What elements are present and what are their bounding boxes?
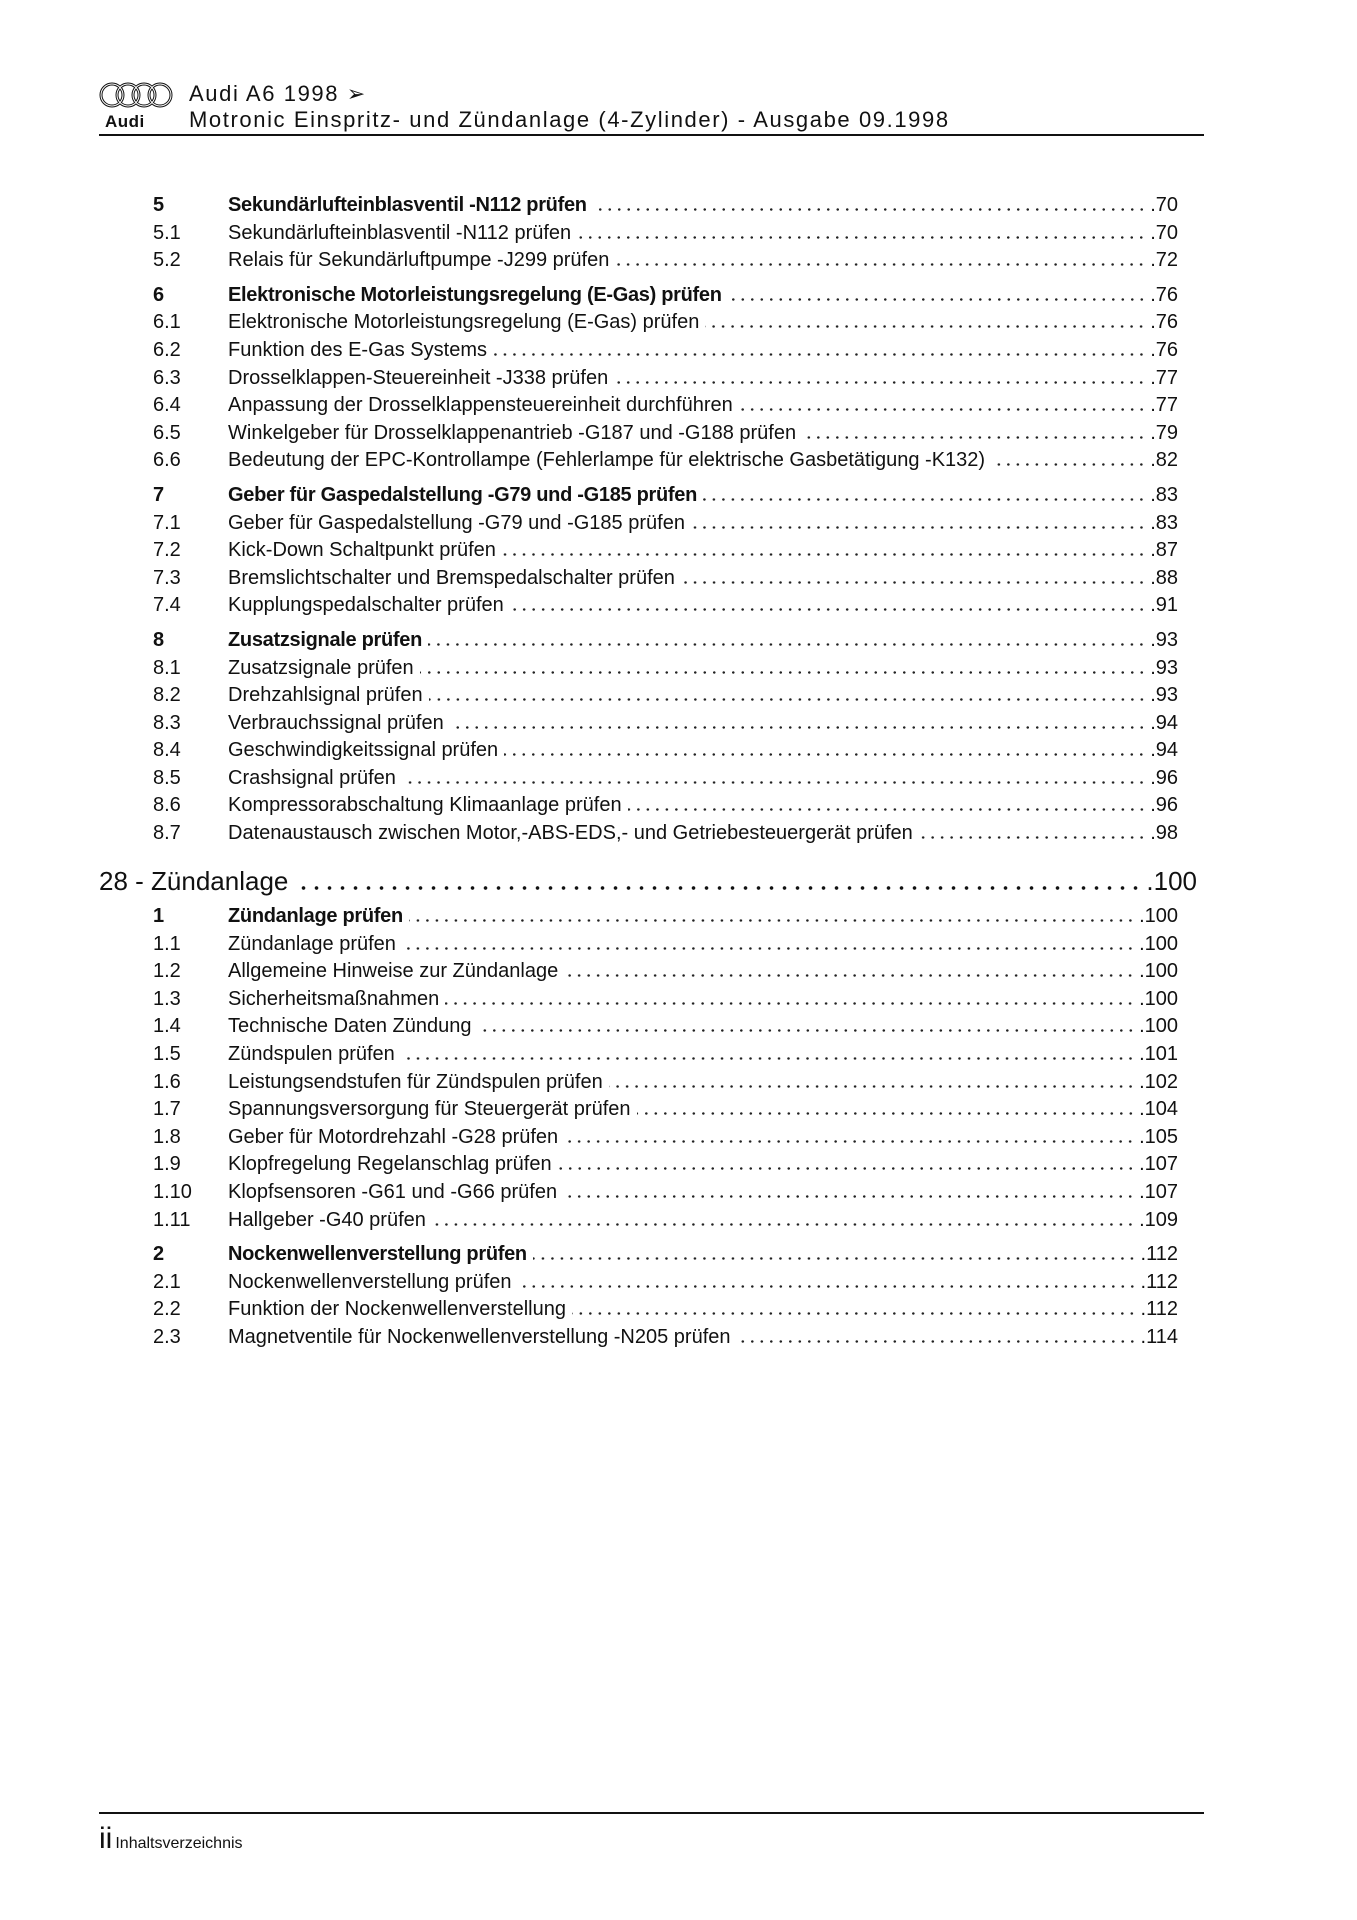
- entry-number: 7: [153, 483, 164, 506]
- entry-page: .76: [1150, 283, 1178, 306]
- dot-leader: [681, 581, 1146, 584]
- entry-title: Zündanlage prüfen: [228, 905, 403, 927]
- dot-leader: [802, 436, 1146, 439]
- entry-title: Sicherheitsmaßnahmen: [228, 987, 440, 1010]
- entry-page: .88: [1150, 566, 1178, 589]
- audi-rings-logo: [99, 80, 173, 110]
- entry-title: Geschwindigkeitssignal prüfen: [228, 739, 499, 762]
- toc-entry[interactable]: [153, 1209, 1178, 1237]
- entry-number: 8: [153, 628, 164, 651]
- entry-number: 1.5: [153, 1042, 181, 1065]
- dot-leader: [445, 1002, 1135, 1005]
- toc-entry[interactable]: [153, 712, 1178, 740]
- dot-leader: [919, 836, 1146, 839]
- entry-page: .102: [1139, 1070, 1178, 1093]
- entry-title: Datenaustausch zwischen Motor,-ABS-EDS,- und Getriebesteuergerät prüfen: [228, 822, 913, 845]
- entry-number: 8.7: [153, 822, 181, 845]
- dot-leader: [402, 781, 1146, 784]
- toc-entry[interactable]: [153, 539, 1178, 567]
- entry-number: 7.2: [153, 539, 181, 562]
- toc-section-heading[interactable]: [153, 484, 1178, 512]
- entry-number: 7.3: [153, 566, 181, 589]
- entry-page: .107: [1139, 1153, 1178, 1176]
- toc-entry[interactable]: [153, 822, 1178, 850]
- entry-number: 6: [153, 283, 164, 306]
- entry-title: Kupplungspedalschalter prüfen: [228, 594, 504, 617]
- entry-title: Zusatzsignale prüfen: [228, 628, 423, 651]
- toc-section: [153, 194, 1178, 277]
- entry-number: 8.5: [153, 766, 181, 789]
- dot-leader: [510, 608, 1146, 611]
- entry-number: 8.4: [153, 739, 181, 762]
- page-number: ii: [99, 1822, 113, 1855]
- dot-leader: [432, 1223, 1135, 1226]
- entry-title: Zündspulen prüfen: [228, 1042, 395, 1065]
- toc-entry[interactable]: [153, 684, 1178, 712]
- entry-title: Sekundärlufteinblasventil -N112 prüfen: [228, 194, 587, 216]
- toc-entry[interactable]: [153, 311, 1178, 339]
- entry-title: Spannungsversorgung für Steuergerät prüfen: [228, 1098, 631, 1121]
- dot-leader: [428, 643, 1146, 646]
- table-of-contents: [153, 194, 1178, 850]
- entry-title: Drehzahlsignal prüfen: [228, 684, 423, 707]
- entry-title: Geber für Gaspedalstellung -G79 und -G185 prüfen: [228, 511, 685, 534]
- entry-page: .114: [1140, 1325, 1178, 1348]
- entry-page: .112: [1140, 1243, 1178, 1266]
- toc-entry[interactable]: [153, 1326, 1178, 1354]
- dot-leader: [703, 498, 1146, 501]
- dot-leader: [478, 1029, 1136, 1032]
- entry-number: 1.1: [153, 932, 181, 955]
- entry-title: Technische Daten Zündung: [228, 1015, 472, 1038]
- entry-title: Elektronische Motorleistungsregelung (E-Gas) prüfen: [228, 311, 700, 334]
- entry-title: Anpassung der Drosselklappensteuereinheit durchführen: [228, 394, 733, 417]
- dot-leader: [572, 1312, 1137, 1315]
- entry-page: .100: [1139, 932, 1178, 955]
- entry-title: Leistungsendstufen für Zündspulen prüfen: [228, 1070, 603, 1093]
- entry-number: 7.1: [153, 511, 181, 534]
- dot-leader: [518, 1285, 1137, 1288]
- entry-number: 2.3: [153, 1325, 181, 1348]
- dot-leader: [564, 974, 1135, 977]
- entry-number: 1.3: [153, 987, 181, 1010]
- entry-page: .94: [1150, 711, 1178, 734]
- toc-entry[interactable]: [153, 249, 1178, 277]
- toc-part-1: [153, 194, 1178, 850]
- entry-page: .72: [1150, 249, 1178, 272]
- entry-title: Elektronische Motorleistungsregelung (E-Gas) prüfen: [228, 283, 722, 306]
- footer-label: Inhaltsverzeichnis: [115, 1835, 243, 1852]
- entry-title: Geber für Gaspedalstellung -G79 und -G185 prüfen: [228, 483, 698, 506]
- audi-wordmark: Audi: [105, 112, 145, 131]
- entry-page: .83: [1150, 511, 1178, 534]
- dot-leader: [991, 463, 1146, 466]
- dot-leader: [420, 671, 1147, 674]
- entry-page: .76: [1150, 338, 1178, 361]
- entry-page: .98: [1150, 822, 1178, 845]
- entry-page: .112: [1140, 1298, 1178, 1321]
- toc-section: [153, 1243, 1178, 1353]
- entry-title: Verbrauchssignal prüfen: [228, 711, 444, 734]
- toc-entry[interactable]: [153, 1298, 1178, 1326]
- entry-page: .70: [1150, 194, 1178, 216]
- entry-page: .104: [1139, 1098, 1178, 1121]
- toc-entry[interactable]: [153, 394, 1178, 422]
- entry-title: Crashsignal prüfen: [228, 766, 396, 789]
- dot-leader: [450, 726, 1146, 729]
- header-model: Audi A6 1998 ➢: [189, 81, 367, 106]
- entry-page: .77: [1150, 394, 1178, 417]
- toc-section: [153, 284, 1178, 477]
- dot-leader: [739, 408, 1146, 411]
- dot-leader: [614, 381, 1146, 384]
- entry-title: Bremslichtschalter und Bremspedalschalter prüfen: [228, 566, 675, 589]
- entry-page: .96: [1150, 794, 1178, 817]
- toc-entry[interactable]: [153, 594, 1178, 622]
- entry-number: 6.3: [153, 366, 181, 389]
- entry-title: Klopfsensoren -G61 und -G66 prüfen: [228, 1180, 558, 1203]
- toc-entry[interactable]: [153, 339, 1178, 367]
- entry-number: 2.1: [153, 1270, 181, 1293]
- dot-leader: [728, 298, 1147, 301]
- toc-entry[interactable]: [153, 767, 1178, 795]
- entry-title: Sekundärlufteinblasventil -N112 prüfen: [228, 221, 572, 244]
- entry-page: .94: [1150, 739, 1178, 762]
- entry-number: 2.2: [153, 1298, 181, 1321]
- entry-number: 1.9: [153, 1153, 181, 1176]
- entry-title: Funktion der Nockenwellenverstellung: [228, 1298, 566, 1321]
- entry-number: 1.11: [153, 1208, 191, 1231]
- toc-entry[interactable]: [153, 960, 1178, 988]
- entry-number: 6.4: [153, 394, 181, 417]
- entry-number: 1.8: [153, 1125, 181, 1148]
- entry-title: Drosselklappen-Steuereinheit -J338 prüfen: [228, 366, 609, 389]
- toc-section-heading[interactable]: [153, 629, 1178, 657]
- dot-leader: [637, 1112, 1136, 1115]
- entry-number: 8.3: [153, 711, 181, 734]
- dot-leader: [402, 947, 1135, 950]
- toc-entry[interactable]: [153, 1181, 1178, 1209]
- toc-entry[interactable]: [153, 1071, 1178, 1099]
- dot-leader: [593, 208, 1146, 211]
- dot-leader: [737, 1340, 1137, 1343]
- entry-page: .107: [1139, 1180, 1178, 1203]
- dot-leader: [401, 1057, 1135, 1060]
- toc-part-2: [153, 905, 1178, 1354]
- entry-title: Funktion des E-Gas Systems: [228, 338, 487, 361]
- toc-entry[interactable]: [153, 512, 1178, 540]
- toc-entry[interactable]: [153, 367, 1178, 395]
- dot-leader: [429, 698, 1147, 701]
- entry-number: 1.7: [153, 1098, 181, 1121]
- toc-section: [153, 629, 1178, 850]
- entry-title: Allgemeine Hinweise zur Zündanlage: [228, 960, 559, 983]
- entry-number: 6.6: [153, 449, 181, 472]
- chapter-page: .100: [1146, 866, 1197, 896]
- entry-page: .100: [1139, 960, 1178, 983]
- dot-leader: [294, 886, 1142, 890]
- toc-entry[interactable]: [153, 933, 1178, 961]
- toc-section: [153, 905, 1178, 1236]
- entry-number: 1.10: [153, 1180, 192, 1203]
- entry-title: Magnetventile für Nockenwellenverstellung -N205 prüfen: [228, 1325, 731, 1348]
- entry-title: Kompressorabschaltung Klimaanlage prüfen: [228, 794, 622, 817]
- entry-number: 1.6: [153, 1070, 181, 1093]
- toc-section-heading[interactable]: [153, 905, 1178, 933]
- entry-number: 6.5: [153, 421, 181, 444]
- entry-number: 5.2: [153, 249, 181, 272]
- dot-leader: [563, 1195, 1135, 1198]
- toc-entry[interactable]: [153, 422, 1178, 450]
- toc-entry[interactable]: [153, 1098, 1178, 1126]
- entry-page: .93: [1150, 628, 1178, 651]
- dot-leader: [705, 325, 1146, 328]
- entry-number: 7.4: [153, 594, 181, 617]
- toc-chapter-28[interactable]: [99, 866, 1197, 900]
- entry-number: 8.1: [153, 656, 181, 679]
- entry-number: 1.4: [153, 1015, 181, 1038]
- toc-section-heading[interactable]: [153, 1243, 1178, 1271]
- page-header: [99, 76, 1204, 136]
- toc-section-heading[interactable]: [153, 284, 1178, 312]
- entry-page: .100: [1139, 905, 1178, 927]
- entry-page: .100: [1139, 1015, 1178, 1038]
- toc-entry[interactable]: [153, 988, 1178, 1016]
- entry-page: .87: [1150, 539, 1178, 562]
- entry-page: .83: [1150, 483, 1178, 506]
- entry-page: .76: [1150, 311, 1178, 334]
- entry-number: 1: [153, 905, 164, 927]
- toc-entry[interactable]: [153, 657, 1178, 685]
- page-footer: [99, 1822, 243, 1856]
- toc-entry[interactable]: [153, 567, 1178, 595]
- header-document-title: Motronic Einspritz- und Zündanlage (4-Zylinder) - Ausgabe 09.1998: [189, 107, 950, 132]
- entry-page: .105: [1139, 1125, 1178, 1148]
- toc-entry[interactable]: [153, 1271, 1178, 1299]
- toc-entry[interactable]: [153, 1153, 1178, 1181]
- entry-number: 5.1: [153, 221, 181, 244]
- toc-entry[interactable]: [153, 739, 1178, 767]
- toc-entry[interactable]: [153, 1043, 1178, 1071]
- dot-leader: [609, 1085, 1135, 1088]
- toc-entry[interactable]: [153, 449, 1178, 477]
- entry-title: Winkelgeber für Drosselklappenantrieb -G187 und -G188 prüfen: [228, 421, 797, 444]
- dot-leader: [504, 753, 1146, 756]
- entry-number: 1.2: [153, 960, 181, 983]
- entry-page: .96: [1150, 766, 1178, 789]
- dot-leader: [533, 1257, 1137, 1260]
- entry-title: Nockenwellenverstellung prüfen: [228, 1243, 527, 1266]
- entry-number: 8.6: [153, 794, 181, 817]
- dot-leader: [409, 919, 1135, 922]
- dot-leader: [628, 808, 1147, 811]
- entry-title: Zusatzsignale prüfen: [228, 656, 414, 679]
- entry-title: Nockenwellenverstellung prüfen: [228, 1270, 512, 1293]
- toc-entry[interactable]: [153, 222, 1178, 250]
- dot-leader: [577, 236, 1146, 239]
- dot-leader: [502, 553, 1146, 556]
- toc-entry[interactable]: [153, 1015, 1178, 1043]
- chapter-title: 28 - Zündanlage: [99, 866, 289, 896]
- entry-number: 2: [153, 1243, 164, 1266]
- toc-entry[interactable]: [153, 794, 1178, 822]
- entry-page: .79: [1150, 421, 1178, 444]
- toc-section-heading[interactable]: [153, 194, 1178, 222]
- entry-title: Klopfregelung Regelanschlag prüfen: [228, 1153, 552, 1176]
- entry-title: Geber für Motordrehzahl -G28 prüfen: [228, 1125, 559, 1148]
- footer-divider: [99, 1812, 1204, 1814]
- dot-leader: [558, 1167, 1135, 1170]
- entry-number: 6.1: [153, 311, 181, 334]
- entry-page: .93: [1150, 656, 1178, 679]
- entry-title: Zündanlage prüfen: [228, 932, 396, 955]
- entry-number: 8.2: [153, 684, 181, 707]
- entry-title: Relais für Sekundärluftpumpe -J299 prüfen: [228, 249, 610, 272]
- dot-leader: [493, 353, 1146, 356]
- entry-title: Hallgeber -G40 prüfen: [228, 1208, 426, 1231]
- entry-page: .91: [1150, 594, 1178, 617]
- entry-number: 6.2: [153, 338, 181, 361]
- entry-page: .109: [1139, 1208, 1178, 1231]
- entry-title: Bedeutung der EPC-Kontrollampe (Fehlerlampe für elektrische Gasbetätigung -K132): [228, 449, 986, 472]
- entry-page: .100: [1139, 987, 1178, 1010]
- entry-page: .101: [1139, 1042, 1178, 1065]
- dot-leader: [564, 1140, 1135, 1143]
- entry-page: .77: [1150, 366, 1178, 389]
- entry-title: Kick-Down Schaltpunkt prüfen: [228, 539, 496, 562]
- entry-number: 5: [153, 194, 164, 216]
- toc-section: [153, 484, 1178, 622]
- entry-page: .112: [1140, 1270, 1178, 1293]
- dot-leader: [615, 263, 1146, 266]
- toc-entry[interactable]: [153, 1126, 1178, 1154]
- entry-page: .93: [1150, 684, 1178, 707]
- dot-leader: [691, 526, 1146, 529]
- entry-page: .70: [1150, 221, 1178, 244]
- entry-page: .82: [1150, 449, 1178, 472]
